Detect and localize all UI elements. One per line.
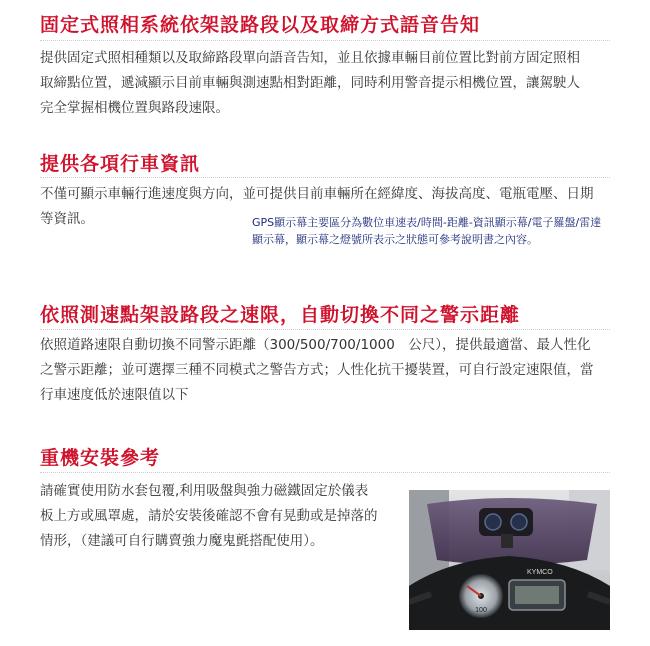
heading-driving-info: 提供各項行車資訊 bbox=[40, 153, 201, 175]
gps-display-note: GPS顯示幕主要區分為數位車速表/時間-距離-資訊顯示幕/電子羅盤/雷達顯示幕，顯示幕之燈號所表示之狀態可參考說明書之內容。 bbox=[252, 216, 602, 246]
paragraph-fixed-camera-voice: 提供固定式照相種類以及取締路段單向語音告知，並且依據車輛目前位置比對前方固定照相取締點位置，遞減顯示目前車輛與測速點相對距離，同時利用警音提示相機位置，讓駕駛人完全掌握相機位置與路段速限。 bbox=[40, 50, 580, 116]
motorcycle-install-photo bbox=[409, 490, 610, 630]
speedometer-digits: 100 bbox=[475, 607, 487, 614]
divider bbox=[40, 329, 610, 330]
heading-speed-limit-warning: 依照測速點架設路段之速限，自動切換不同之警示距離 bbox=[40, 304, 521, 326]
divider bbox=[40, 472, 610, 473]
divider bbox=[40, 177, 610, 178]
heading-motorcycle-install: 重機安裝參考 bbox=[40, 447, 161, 469]
divider bbox=[40, 40, 610, 41]
dashboard-illustration bbox=[409, 490, 610, 630]
paragraph-speed-limit-warning: 依照道路速限自動切換不同警示距離（300/500/700/1000 公尺），提供最適當、最人性化之警示距離；並可選擇三種不同模式之警告方式；人性化抗干擾裝置，可自行設定速限值，當行車速度低於速限值以下 bbox=[40, 337, 594, 403]
paragraph-motorcycle-install: 請確實使用防水套包覆,利用吸盤與強力磁鐵固定於儀表板上方或風罩處，請於安裝後確認不會有晃動或是掉落的情形，（建議可自行購賣強力魔鬼氈搭配使用）。 bbox=[40, 483, 378, 549]
paragraph-driving-info: 不僅可顯示車輛行進速度與方向，並可提供目前車輛所在經緯度、海拔高度、電瓶電壓、日期等資訊。 bbox=[40, 186, 594, 227]
brand-label: KYMCO bbox=[527, 569, 553, 576]
heading-fixed-camera-voice: 固定式照相系統依架設路段以及取締方式語音告知 bbox=[40, 14, 481, 36]
